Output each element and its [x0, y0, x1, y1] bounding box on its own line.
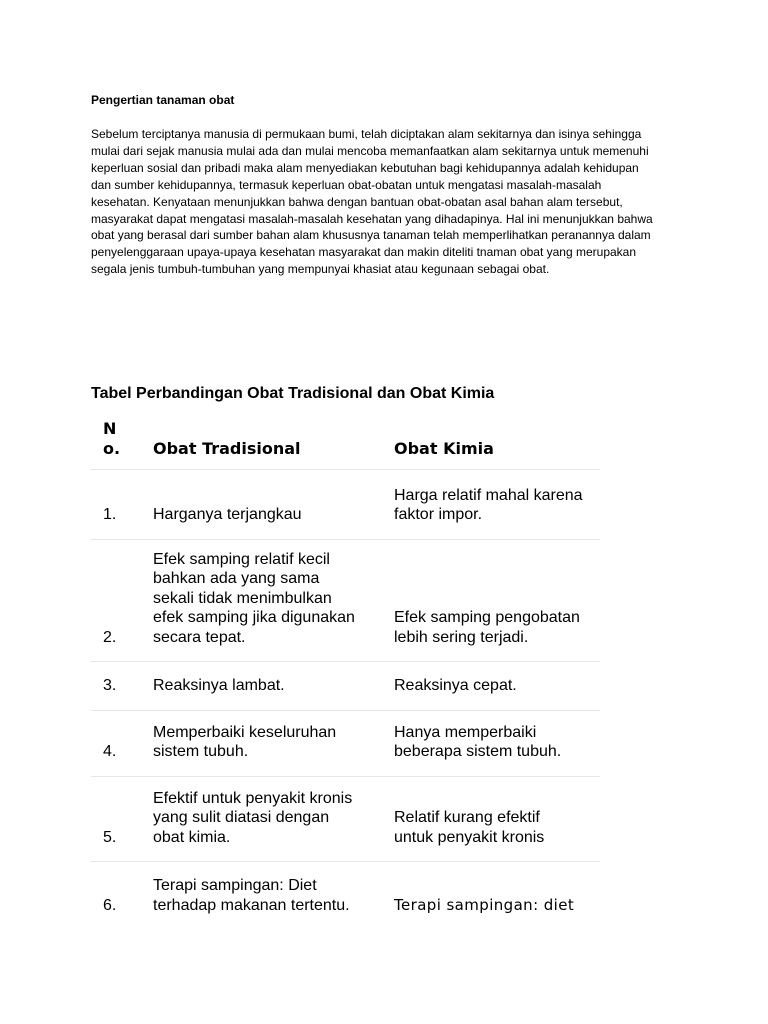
- chemical-line: untuk penyakit kronis: [394, 828, 545, 846]
- header-no-line: o.: [103, 438, 121, 458]
- table-row: [91, 776, 600, 862]
- row-number-text: 6.: [103, 896, 117, 914]
- chemical-line: Efek samping pengobatan: [394, 609, 580, 626]
- paragraph-line: kesehatan. Kenyataan menunjukkan bahwa dengan bantuan obat-obatan asal bahan alam tersebut,: [91, 194, 623, 209]
- traditional-cell: [153, 539, 394, 662]
- table-row: [91, 662, 600, 711]
- traditional-line: efek samping jika digunakan: [153, 609, 355, 626]
- traditional-cell: [153, 710, 394, 776]
- table-body: [91, 469, 600, 929]
- chemical-cell: [394, 469, 600, 539]
- traditional-line: Reaksinya lambat.: [153, 677, 285, 694]
- traditional-cell: [153, 469, 394, 539]
- paragraph-line: penyelenggaraan upaya-upaya kesehatan masyarakat dan makin diteliti tnaman obat yang merupakan: [91, 245, 637, 260]
- traditional-line: secara tepat.: [153, 628, 246, 646]
- traditional-line: Efektif untuk penyakit kronis: [153, 789, 353, 807]
- traditional-line: terhadap makanan tertentu.: [153, 896, 350, 914]
- paragraph-line: mulai dari sejak manusia mulai ada dan mulai mencoba memanfaatkan alam sekitarnya untuk memenuhi: [91, 143, 649, 158]
- row-number: [91, 539, 153, 662]
- chemical-cell: [394, 539, 600, 662]
- row-number-text: 3.: [103, 677, 117, 694]
- chemical-line: Harga relatif mahal karena: [394, 486, 583, 504]
- row-number: [91, 862, 153, 930]
- paragraph-line: segala jenis tumbuh-tumbuhan yang mempunyai khasiat atau kegunaan sebagai obat.: [91, 262, 550, 277]
- traditional-cell: [153, 662, 394, 711]
- row-number-text: 1.: [103, 506, 117, 523]
- row-number: [91, 469, 153, 539]
- chemical-line: lebih sering terjadi.: [394, 628, 529, 646]
- traditional-line: Efek samping relatif kecil: [153, 550, 330, 568]
- traditional-cell: [153, 862, 394, 930]
- header-no-line: N: [103, 418, 117, 438]
- header-chemical: Obat Kimia: [394, 439, 494, 458]
- section-heading: Pengertian tanaman obat: [91, 93, 235, 107]
- traditional-line: Harganya terjangkau: [153, 506, 302, 523]
- chemical-line: Terapi sampingan: diet: [394, 895, 575, 914]
- traditional-line: Terapi sampingan: Diet: [153, 877, 317, 894]
- comparison-table: [91, 407, 600, 929]
- paragraph-line: masyarakat dapat mengatasi masalah-masalah kesehatan yang dihadapinya. Hal ini menunjukkan bahwa: [91, 211, 653, 226]
- table-row: [91, 862, 600, 930]
- table-title: Tabel Perbandingan Obat Tradisional dan Obat Kimia: [91, 385, 495, 402]
- row-number: [91, 776, 153, 862]
- table-row: [91, 710, 600, 776]
- row-number: [91, 710, 153, 776]
- table-row: [91, 469, 600, 539]
- header-no: [91, 407, 153, 469]
- chemical-cell: [394, 862, 600, 930]
- chemical-line: Relatif kurang efektif: [394, 809, 540, 826]
- traditional-line: yang sulit diatasi dengan: [153, 809, 330, 826]
- chemical-cell: [394, 776, 600, 862]
- chemical-line: Hanya memperbaiki: [394, 723, 537, 741]
- row-number-text: 2.: [103, 628, 117, 646]
- intro-paragraph: [91, 126, 691, 278]
- traditional-line: sistem tubuh.: [153, 743, 249, 760]
- row-number: [91, 662, 153, 711]
- table-header-row: [91, 407, 600, 469]
- traditional-line: bahkan ada yang sama: [153, 570, 320, 587]
- table-row: [91, 539, 600, 662]
- traditional-line: Memperbaiki keseluruhan: [153, 723, 337, 741]
- chemical-line: beberapa sistem tubuh.: [394, 743, 562, 760]
- header-traditional: Obat Tradisional: [153, 439, 301, 458]
- chemical-line: faktor impor.: [394, 506, 483, 523]
- paragraph-line: dan sumber kehidupannya, termasuk keperluan obat-obatan untuk mengatasi masalah-masalah: [91, 177, 602, 192]
- traditional-cell: [153, 776, 394, 862]
- paragraph-line: obat yang berasal dari sumber bahan alam khususnya tanaman telah memperlihatkan peranannya dalam: [91, 228, 651, 243]
- traditional-line: sekali tidak menimbulkan: [153, 589, 332, 607]
- row-number-text: 4.: [103, 743, 117, 760]
- chemical-cell: [394, 710, 600, 776]
- row-number-text: 5.: [103, 828, 117, 846]
- paragraph-line: keperluan sosial dan pribadi maka alam menyediakan kebutuhan bagi kehidupannya adalah kehidupan: [91, 160, 639, 175]
- traditional-line: obat kimia.: [153, 828, 231, 846]
- paragraph-line: Sebelum terciptanya manusia di permukaan bumi, telah diciptakan alam sekitarnya dan isinya sehingga: [91, 127, 642, 141]
- chemical-line: Reaksinya cepat.: [394, 677, 517, 694]
- chemical-cell: [394, 662, 600, 711]
